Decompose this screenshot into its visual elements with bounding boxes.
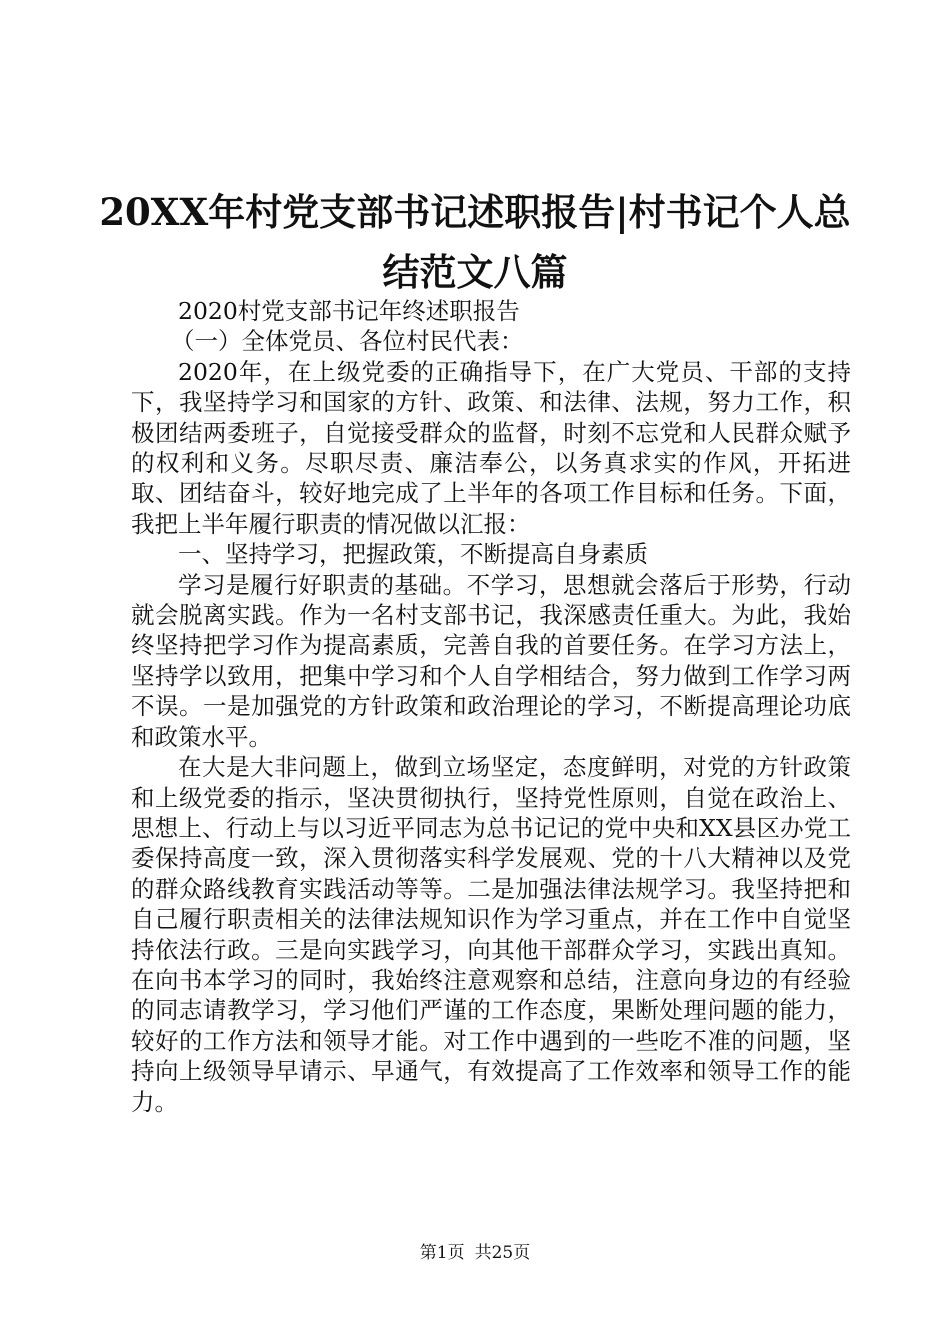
- subtitle-paragraph: 2020村党支部书记年终述职报告: [178, 297, 520, 325]
- page-number: 第1页: [419, 1243, 465, 1263]
- document-body: [131, 296, 851, 1117]
- body-paragraph: 2020年，在上级党委的正确指导下，在广大党员、干部的支持下，我坚持学习和国家的方针、政策、和法律、法规，努力工作，积极团结两委班子，自觉接受群众的监督，时刻不忘党和人民群众赋予的权利和义务。尽职尽责、廉洁奉公，以务真求实的作风，开拓进取、团结奋斗，较好地完成了上半年的各项工作目标和任务。下面，我把上半年履行职责的情况做以汇报：: [131, 357, 851, 538]
- salutation-paragraph: （一）全体党员、各位村民代表：: [171, 327, 524, 356]
- body-paragraph: 在大是大非问题上，做到立场坚定，态度鲜明，对党的方针政策和上级党委的指示，坚决贯彻执行，坚持党性原则，自觉在政治上、思想上、行动上与以习近平同志为总书记记的党中央和XX县区办党工委保持高度一致，深入贯彻落实科学发展观、党的十八大精神以及党的群众路线教育实践活动等等。二是加强法律法规学习。我坚持把和自己履行职责相关的法律法规知识作为学习重点，并在工作中自觉坚持依法行政。三是向实践学习，向其他干部群众学习，实践出真知。在向书本学习的同时，我始终注意观察和总结，注意向身边的有经验的同志请教学习，学习他们严谨的工作态度，果断处理问题的能力，较好的工作方法和领导才能。对工作中遇到的一些吃不准的问题，坚持向上级领导早请示、早通气，有效提高了工作效率和领导工作的能力。: [131, 753, 851, 1116]
- page-footer: [0, 1241, 950, 1265]
- body-paragraph: 学习是履行好职责的基础。不学习，思想就会落后于形势，行动就会脱离实践。作为一名村支部书记，我深感责任重大。为此，我始终坚持把学习作为提高素质，完善自我的首要任务。在学习方法上，坚持学以致用，把集中学习和个人自学相结合，努力做到工作学习两不误。一是加强党的方针政策和政治理论的学习，不断提高理论功底和政策水平。: [131, 570, 851, 751]
- section-heading: 一、坚持学习，把握政策，不断提高自身素质: [178, 540, 648, 569]
- document-title: 20XX年村党支部书记述职报告|村书记个人总结范文八篇: [99, 190, 851, 294]
- page-total: 共25页: [474, 1243, 531, 1263]
